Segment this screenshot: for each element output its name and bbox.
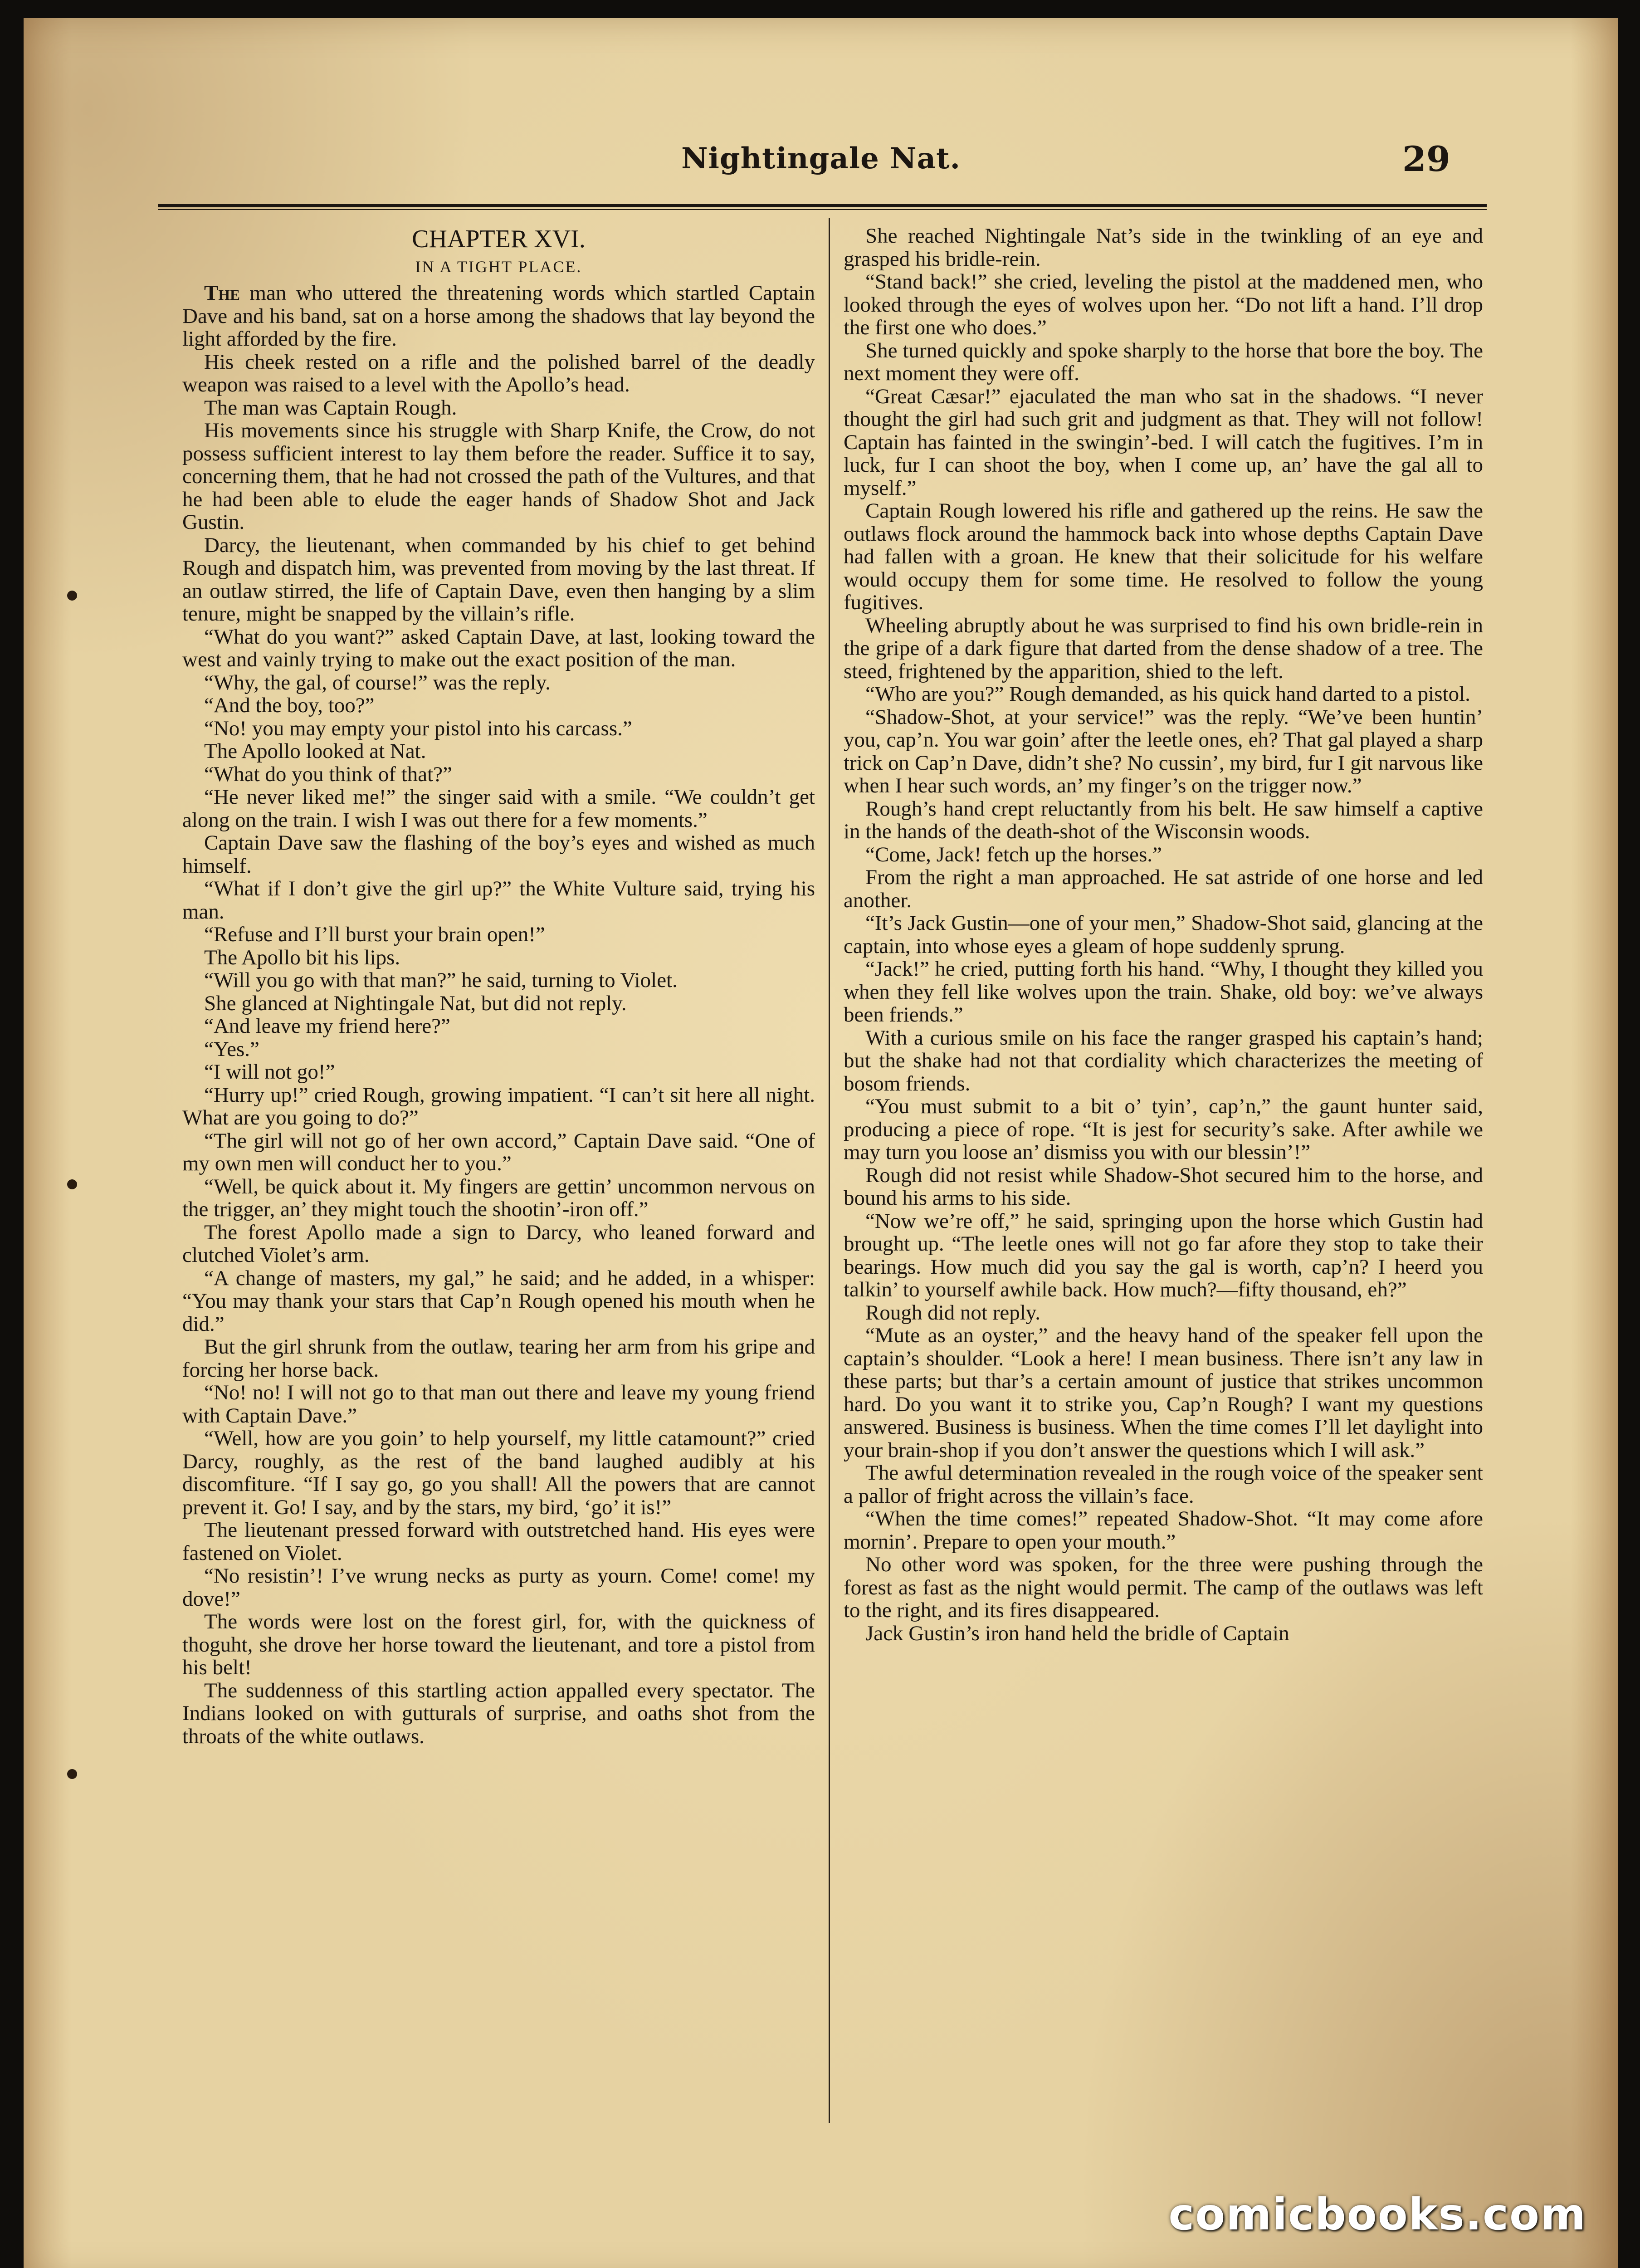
binding-hole	[67, 591, 77, 601]
paragraph: From the right a man approached. He sat astride of one horse and led another.	[844, 865, 1483, 912]
paragraph: The lieutenant pressed forward with outstretched hand. His eyes were fastened on Violet.	[182, 1518, 815, 1565]
paragraph: Wheeling abruptly about he was surprised to find his own bridle-rein in the gripe of a dark figure that darted from the dense shadow of a tree. The steed, frightened by the apparition, shied to the left.	[844, 613, 1483, 683]
paragraph: “No resistin’! I’ve wrung necks as purty as yourn. Come! come! my dove!”	[182, 1564, 815, 1611]
page-number: 29	[1402, 139, 1450, 179]
paragraph: Rough did not reply.	[865, 1300, 1040, 1325]
paragraph: “Come, Jack! fetch up the horses.”	[865, 842, 1162, 866]
paragraph: The awful determination revealed in the rough voice of the speaker sent a pallor of fright across the villain’s face.	[844, 1461, 1483, 1508]
right-column	[844, 225, 1483, 1645]
paragraph: His cheek rested on a rifle and the polished barrel of the deadly weapon was raised to a level with the Apollo’s head.	[182, 350, 815, 396]
left-paragraphs	[182, 351, 815, 1748]
paragraph: Darcy, the lieutenant, when commanded by his chief to get behind Rough and dispatch him, was prevented from moving by the last threat. If an outlaw stirred, the life of Captain Dave, even then hanging by a slim tenure, might be snapped by the villain’s rifle.	[182, 533, 815, 626]
left-column	[182, 225, 815, 1748]
paragraph: “You must submit to a bit o’ tyin’, cap’n,” the gaunt hunter said, producing a piece of rope. “It is jest for security’s sake. After awhile we may turn you loose an’ dismiss you with our blessin’!”	[844, 1095, 1483, 1164]
paragraph: “Who are you?” Rough demanded, as his quick hand darted to a pistol.	[865, 682, 1470, 706]
header-rule	[158, 204, 1487, 210]
paragraph: “What do you want?” asked Captain Dave, at last, looking toward the west and vainly trying to make out the exact position of the man.	[182, 625, 815, 671]
paragraph: “The girl will not go of her own accord,” Captain Dave said. “One of my own men will conduct her to you.”	[182, 1129, 815, 1175]
paragraph: “Shadow-Shot, at your service!” was the reply. “We’ve been huntin’ you, cap’n. You war goin’ after the leetle ones, eh? That gal played a sharp trick on Cap’n Dave, didn’t she? No cussin’, my bird, fur I git narvous like when I hear such words, an’ my finger’s on the trigger now.”	[844, 705, 1483, 797]
paragraph: “Jack!” he cried, putting forth his hand. “Why, I thought they killed you when they fell like wolves upon the train. Shake, old boy: we’ve always been friends.”	[844, 957, 1483, 1026]
paragraph: “A change of masters, my gal,” he said; and he added, in a whisper: “You may thank your stars that Cap’n Rough opened his mouth when he did.”	[182, 1266, 815, 1336]
paragraph: Rough did not resist while Shadow-Shot secured him to the horse, and bound his arms to his side.	[844, 1163, 1483, 1210]
paragraph: No other word was spoken, for the three were pushing through the forest as fast as the night would permit. The camp of the outlaws was left to the right, and its fires disappeared.	[844, 1553, 1483, 1622]
paragraph: She glanced at Nightingale Nat, but did not reply.	[204, 991, 627, 1015]
right-paragraphs	[844, 225, 1483, 1645]
paragraph: But the girl shrunk from the outlaw, tearing her arm from his gripe and forcing her horse back.	[182, 1335, 815, 1382]
paragraph: Captain Rough lowered his rifle and gathered up the reins. He saw the outlaws flock around the hammock back into whose depths Captain Dave had fallen with a groan. He knew that their solicitude for his welfare would occupy them for some time. He resolved to follow the young fugitives.	[844, 499, 1483, 614]
chapter-subtitle: IN A TIGHT PLACE.	[415, 258, 582, 276]
paragraph: “And the boy, too?”	[204, 694, 375, 717]
paragraph: The Apollo bit his lips.	[204, 945, 400, 969]
paragraph: “Now we’re off,” he said, springing upon the horse which Gustin had brought up. “The leetle ones will not go far afore they stop to take their bearings. How much did you say the gal is worth, cap’n? I heerd you talkin’ to yourself awhile back. How much?—fifty thousand, eh?”	[844, 1209, 1483, 1301]
newspaper-page	[24, 18, 1618, 2268]
paragraph: She turned quickly and spoke sharply to the horse that bore the boy. The next moment they were off.	[844, 338, 1483, 385]
opening-text: man who uttered the threatening words which startled Captain Dave and his band, sat on a horse among the shadows that lay beyond the light afforded by the fire.	[182, 281, 815, 351]
watermark: comicbooks.com	[1168, 2189, 1586, 2240]
paragraph: “Well, how are you goin’ to help yourself, my little catamount?” cried Darcy, roughly, as the rest of the band laughed audibly at his discomfiture. “If I say go, go you shall! All the powers that are cannot prevent it. Go! I say, and by the stars, my bird, ‘go’ it is!”	[182, 1427, 815, 1519]
paragraph: “Yes.”	[204, 1037, 259, 1061]
paragraph: “Will you go with that man?” he said, turning to Violet.	[204, 968, 678, 992]
paragraph: With a curious smile on his face the ranger grasped his captain’s hand; but the shake had not that cordiality which characterizes the meeting of bosom friends.	[844, 1026, 1483, 1095]
paragraph: “He never liked me!” the singer said with a smile. “We couldn’t get along on the train. I wish I was out there for a few moments.”	[182, 785, 815, 832]
paragraph: “And leave my friend here?”	[204, 1014, 450, 1038]
binding-hole	[67, 1769, 77, 1779]
paragraph: The Apollo looked at Nat.	[204, 739, 426, 763]
column-divider	[829, 218, 830, 2123]
paragraph: “Great Cæsar!” ejaculated the man who sat in the shadows. “I never thought the girl had such grit and judgment as that. They will not follow! Captain has fainted in the swingin’-bed. I will catch the fugitives. I’m in luck, fur I can shoot the boy, when I come up, an’ have the gal all to myself.”	[844, 384, 1483, 500]
running-header-title: Nightingale Nat.	[681, 142, 961, 176]
paragraph: The man was Captain Rough.	[204, 396, 457, 420]
paragraph: She reached Nightingale Nat’s side in the twinkling of an eye and grasped his bridle-rein.	[844, 224, 1483, 271]
chapter-heading: CHAPTER XVI.	[412, 225, 586, 253]
paragraph: “Why, the gal, of course!” was the reply.	[204, 670, 551, 694]
paragraph: “What if I don’t give the girl up?” the White Vulture said, trying his man.	[182, 877, 815, 924]
paragraph: “When the time comes!” repeated Shadow-Shot. “It may come afore mornin’. Prepare to open your mouth.”	[844, 1507, 1483, 1554]
drop-word: The	[204, 281, 240, 305]
paragraph: Captain Dave saw the flashing of the boy’s eyes and wished as much himself.	[182, 831, 815, 878]
binding-hole	[67, 1179, 77, 1189]
paragraph: “Mute as an oyster,” and the heavy hand of the speaker fell upon the captain’s shoulder. “Look a here! I mean business. There isn’t any law in these parts; but thar’s a certain amount of justice that strikes uncommon hard. Do you want it to strike you, Cap’n Rough? I want my questions answered. Business is business. When the time comes I’ll let daylight into your brain-shop if you don’t answer the questions which I will ask.”	[844, 1324, 1483, 1462]
paragraph: “Hurry up!” cried Rough, growing impatient. “I can’t sit here all night. What are you going to do?”	[182, 1083, 815, 1129]
paragraph: “Stand back!” she cried, leveling the pistol at the maddened men, who looked through the eyes of wolves upon her. “Do not lift a hand. I’ll drop the first one who does.”	[844, 270, 1483, 339]
paragraph: Jack Gustin’s iron hand held the bridle of Captain	[865, 1621, 1289, 1645]
paragraph: The words were lost on the forest girl, for, with the quickness of thoguht, she drove her horse toward the lieutenant, and tore a pistol from his belt!	[182, 1610, 815, 1679]
paragraph: “It’s Jack Gustin—one of your men,” Shadow-Shot said, glancing at the captain, into whose eyes a gleam of hope suddenly sprung.	[844, 911, 1483, 958]
paragraph: The suddenness of this startling action appalled every spectator. The Indians looked on with gutturals of surprise, and oaths shot from the throats of the white outlaws.	[182, 1678, 815, 1748]
paragraph: His movements since his struggle with Sharp Knife, the Crow, do not possess sufficient interest to lay them before the reader. Suffice it to say, concerning them, that he had not crossed the path of the Vultures, and that he had been able to elude the eager hands of Shadow Shot and Jack Gustin.	[182, 419, 815, 534]
paragraph: “Well, be quick about it. My fingers are gettin’ uncommon nervous on the trigger, an’ they might touch the shootin’-iron off.”	[182, 1174, 815, 1221]
paragraph: “Refuse and I’ll burst your brain open!”	[204, 923, 545, 946]
paragraph: “No! no! I will not go to that man out there and leave my young friend with Captain Dave.”	[182, 1381, 815, 1427]
paragraph: “What do you think of that?”	[204, 762, 452, 786]
paragraph: The forest Apollo made a sign to Darcy, who leaned forward and clutched Violet’s arm.	[182, 1220, 815, 1267]
paragraph: “I will not go!”	[204, 1060, 335, 1084]
opening-paragraph	[182, 282, 815, 351]
paragraph: Rough’s hand crept reluctantly from his belt. He saw himself a captive in the hands of the death-shot of the Wisconsin woods.	[844, 797, 1483, 843]
paragraph: “No! you may empty your pistol into his carcass.”	[204, 716, 632, 740]
